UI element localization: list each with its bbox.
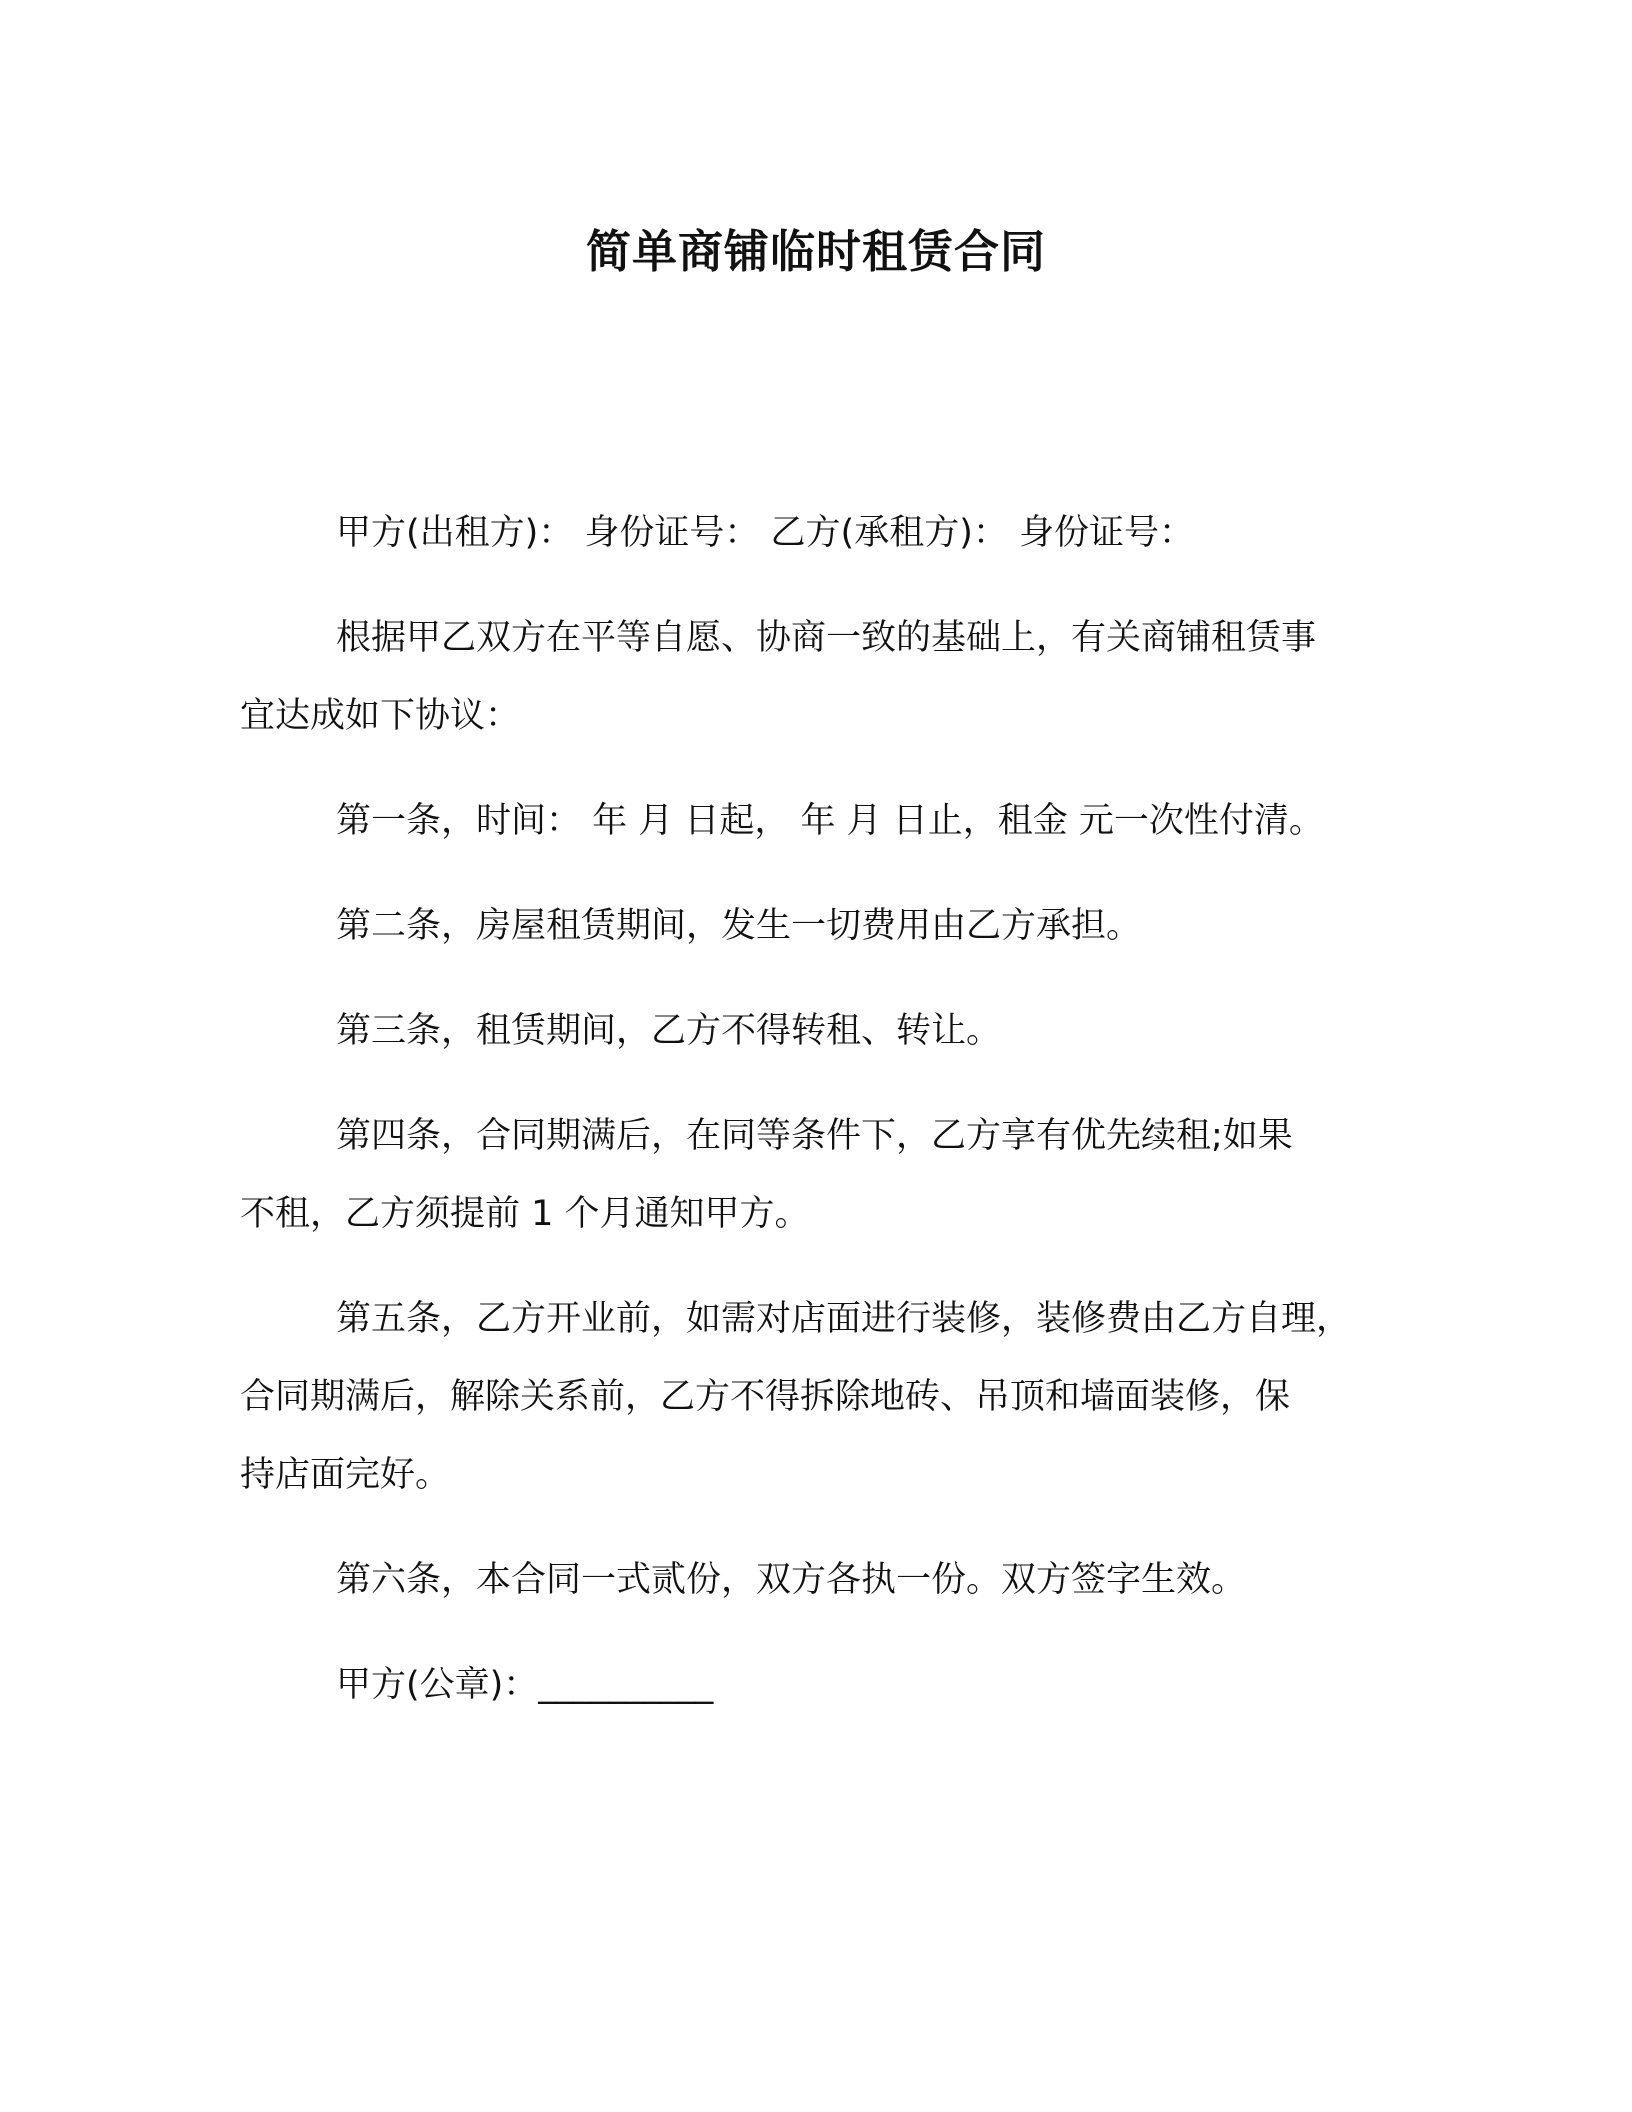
article-6	[240, 1541, 1400, 1619]
document-body	[240, 494, 1400, 1751]
text-line: 不租，乙方须提前 1 个月通知甲方。	[240, 1194, 810, 1234]
text-line: 根据甲乙双方在平等自愿、协商一致的基础上，有关商铺租赁事	[336, 618, 1317, 658]
text-line: 第一条，时间： 年 月 日起， 年 月 日止，租金 元一次性付清。	[336, 801, 1324, 841]
parties-line	[240, 494, 1400, 572]
text-line: 第四条，合同期满后，在同等条件下，乙方享有优先续租;如果	[336, 1116, 1293, 1156]
article-4	[240, 1097, 1400, 1253]
article-5	[240, 1280, 1400, 1514]
text-line: 第二条，房屋租赁期间，发生一切费用由乙方承担。	[336, 906, 1142, 946]
article-3	[240, 992, 1400, 1070]
text-line: 第五条，乙方开业前，如需对店面进行装修，装修费由乙方自理，	[336, 1299, 1352, 1339]
text-line: 甲方(公章)：__________	[336, 1665, 714, 1705]
document-title: 简单商铺临时租赁合同	[585, 225, 1046, 278]
text-line: 甲方(出租方)： 身份证号： 乙方(承租方)： 身份证号：	[336, 513, 1194, 553]
text-line: 持店面完好。	[240, 1455, 451, 1495]
text-line: 合同期满后，解除关系前，乙方不得拆除地砖、吊顶和墙面装修，保	[240, 1377, 1291, 1417]
article-2	[240, 887, 1400, 965]
article-1	[240, 782, 1400, 860]
text-line: 第三条，租赁期间，乙方不得转租、转让。	[336, 1011, 1002, 1051]
signature-line	[240, 1646, 1400, 1724]
preamble-paragraph	[240, 599, 1400, 755]
text-line: 宜达成如下协议：	[240, 696, 521, 736]
text-line: 第六条，本合同一式贰份，双方各执一份。双方签字生效。	[336, 1560, 1247, 1600]
